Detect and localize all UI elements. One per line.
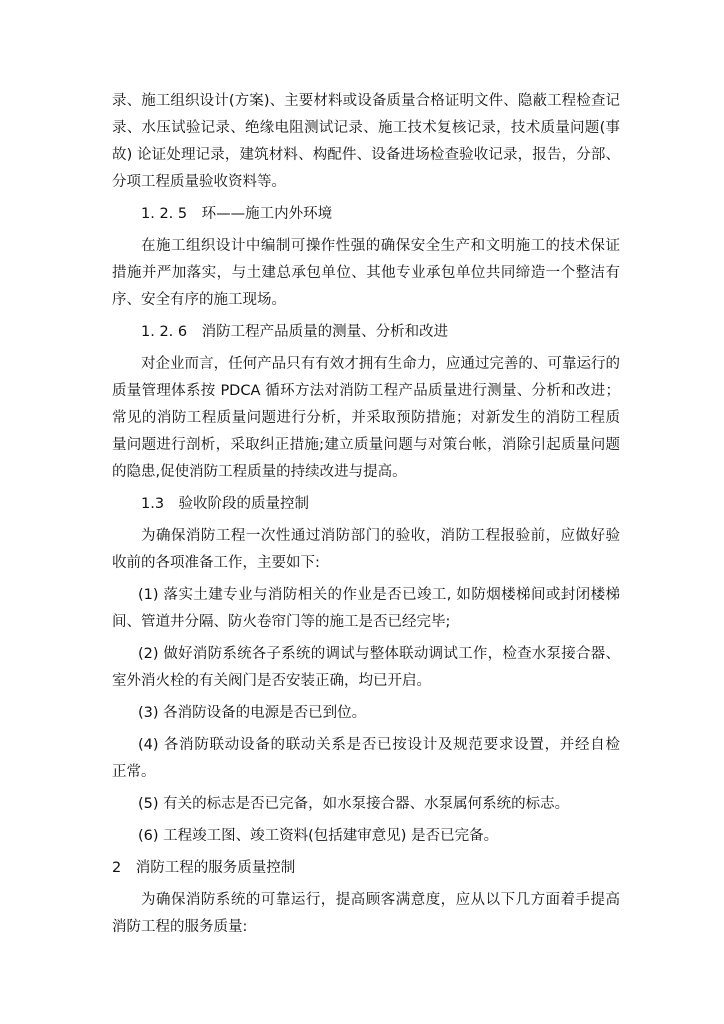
list-item-3: (3) 各消防设备的电源是否已到位。 [138, 705, 367, 721]
paragraph-line: 录、施工组织设计(方案)、主要材料或设备质量合格证明文件、隐蔽工程检查记 [112, 93, 620, 109]
list-item-2: (2) 做好消防系统各子系统的调试与整体联动调试工作，检查水泵接合器、 [138, 646, 620, 662]
paragraph-line: 为确保消防工程一次性通过消防部门的验收，消防工程报验前，应做好验 [141, 528, 620, 544]
paragraph-line: 序、安全有序的施工现场。 [112, 292, 286, 308]
paragraph-line: 故) 论证处理记录，建筑材料、构配件、设备进场检查验收记录，报告，分部、 [112, 147, 620, 163]
list-item-1-cont: 间、管道井分隔、防火卷帘门等的施工是否已经完毕; [112, 614, 451, 630]
paragraph-line: 质量管理体系按 PDCA 循环方法对消防工程产品质量进行测量、分析和改进； [112, 383, 620, 399]
section-heading-1-2-5: 1. 2. 5 环——施工内外环境 [141, 206, 333, 222]
list-item-5: (5) 有关的标志是否已完备，如水泵接合器、水泵属何系统的标志。 [138, 796, 570, 812]
paragraph-line: 收前的各项准备工作，主要如下: [112, 555, 320, 571]
section-heading-1-2-6: 1. 2. 6 消防工程产品质量的测量、分析和改进 [141, 324, 449, 340]
paragraph-line: 录、水压试验记录、绝缘电阻测试记录、施工技术复核记录，技术质量问题(事 [112, 120, 620, 136]
list-item-1: (1) 落实土建专业与消防相关的作业是否已竣工, 如防烟楼梯间或封闭楼梯 [138, 587, 620, 603]
list-item-6: (6) 工程竣工图、竣工资料(包括建审意见) 是否已完备。 [138, 828, 499, 844]
paragraph-line: 量问题进行剖析，采取纠正措施;建立质量问题与对策台帐，消除引起质量问题 [112, 437, 620, 453]
section-heading-2: 2 消防工程的服务质量控制 [112, 860, 296, 876]
section-heading-1-3: 1.3 验收阶段的质量控制 [141, 496, 310, 512]
paragraph-line: 对企业而言，任何产品只有有效才拥有生命力，应通过完善的、可靠运行的 [141, 356, 620, 372]
paragraph-line: 的隐患,促使消防工程质量的持续改进与提高。 [112, 464, 407, 480]
paragraph-line: 分项工程质量验收资料等。 [112, 174, 286, 190]
list-item-4-cont: 正常。 [112, 764, 156, 780]
paragraph-line: 消防工程的服务质量: [112, 919, 248, 935]
list-item-4: (4) 各消防联动设备的联动关系是否已按设计及规范要求设置，并经自检 [138, 737, 620, 753]
list-item-2-cont: 室外消火栓的有关阀门是否安装正确，均已开启。 [112, 673, 431, 689]
paragraph-line: 常见的消防工程质量问题进行分析，并采取预防措施；对新发生的消防工程质 [112, 410, 620, 426]
document-body [112, 88, 620, 941]
paragraph-line: 为确保消防系统的可靠运行，提高顾客满意度，应从以下几方面着手提高 [141, 892, 620, 908]
paragraph-line: 措施并严加落实，与土建总承包单位、其他专业承包单位共同缔造一个整洁有 [112, 265, 620, 281]
paragraph-line: 在施工组织设计中编制可操作性强的确保安全生产和文明施工的技术保证 [141, 238, 620, 254]
